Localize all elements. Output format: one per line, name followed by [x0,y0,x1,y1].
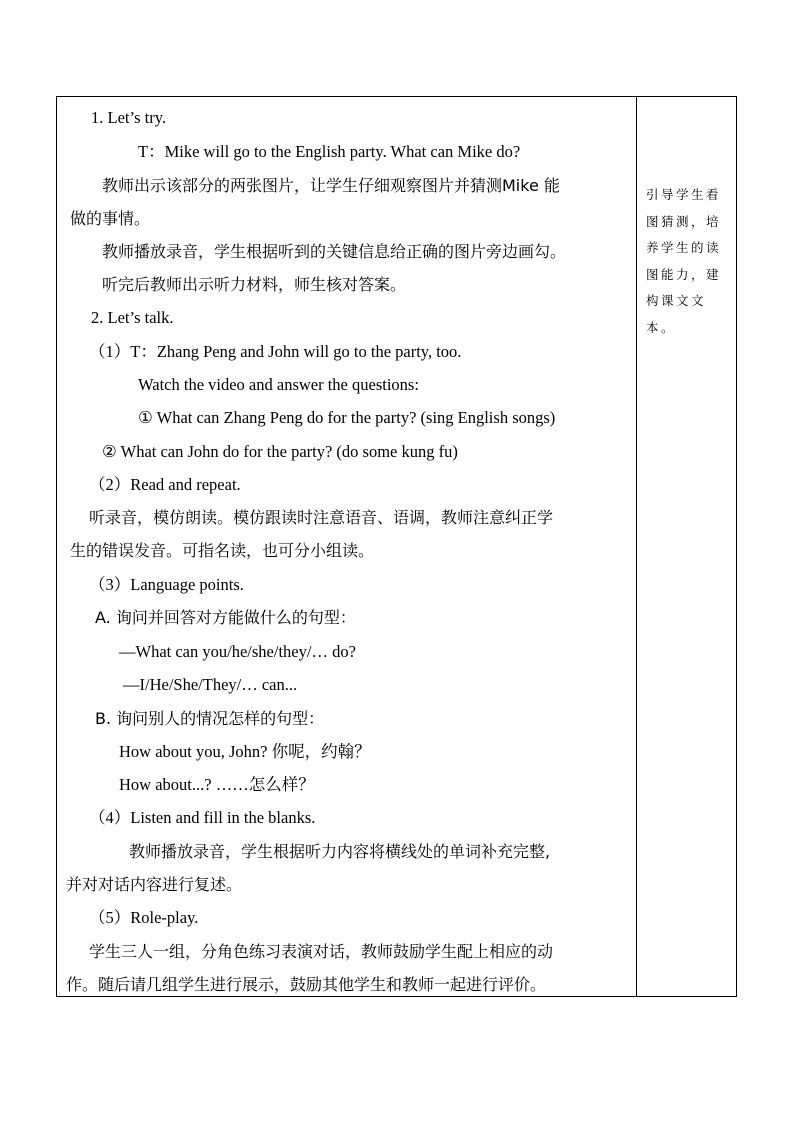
example-line: —I/He/She/They/… can... [123,675,298,694]
design-intent-note: 引导学生看图猜测，培养学生的读图能力，建构课文文本。 [646,187,722,335]
step-1-line: （1）T：Zhang Peng and John will go to the party, too. [89,342,462,361]
design-intent-cell [637,97,737,996]
paragraph-line: 教师出示该部分的两张图片，让学生仔细观察图片并猜测Mike 能 [102,176,560,195]
section-heading-lets-talk: 2. Let’s talk. [91,308,174,327]
paragraph-line: 听录音，模仿朗读。模仿跟读时注意语音、语调，教师注意纠正学 [89,508,554,527]
example-line: How about...? ……怎么样？ [119,775,315,794]
teacher-prompt: T：Mike will go to the English party. What can Mike do? [138,142,521,161]
section-heading-lets-try: 1. Let’s try. [91,108,166,127]
paragraph-line: 教师播放录音，学生根据听力内容将横线处的单词补充完整, [129,842,551,861]
step-3-heading: （3）Language points. [89,575,244,594]
paragraph-line: 并对对话内容进行复述。 [66,875,243,894]
paragraph-line: 听完后教师出示听力材料，师生核对答案。 [102,275,407,294]
example-line: —What can you/he/she/they/… do? [119,642,356,661]
point-b: B. 询问别人的情况怎样的句型： [95,709,325,728]
point-a: A. 询问并回答对方能做什么的句型： [95,608,356,627]
teaching-procedure-cell [57,97,636,996]
example-line: How about you, John? 你呢，约翰？ [119,742,371,761]
question-1: ① What can Zhang Peng do for the party? (sing English songs) [138,408,556,427]
paragraph-line: 生的错误发音。可指名读，也可分小组读。 [70,541,375,560]
step-5-heading: （5）Role-play. [89,908,199,927]
lesson-plan-table [56,96,737,997]
question-2: ② What can John do for the party? (do some kung fu) [102,442,458,461]
step-2-heading: （2）Read and repeat. [89,475,241,494]
step-4-heading: （4）Listen and fill in the blanks. [89,808,316,827]
instruction-line: Watch the video and answer the questions: [138,375,419,394]
paragraph-line: 做的事情。 [70,209,151,228]
paragraph-line: 作。随后请几组学生进行展示，鼓励其他学生和教师一起进行评价。 [66,975,547,994]
paragraph-line: 学生三人一组，分角色练习表演对话，教师鼓励学生配上相应的动 [89,942,554,961]
paragraph-line: 教师播放录音，学生根据听到的关键信息给正确的图片旁边画勾。 [102,242,567,261]
